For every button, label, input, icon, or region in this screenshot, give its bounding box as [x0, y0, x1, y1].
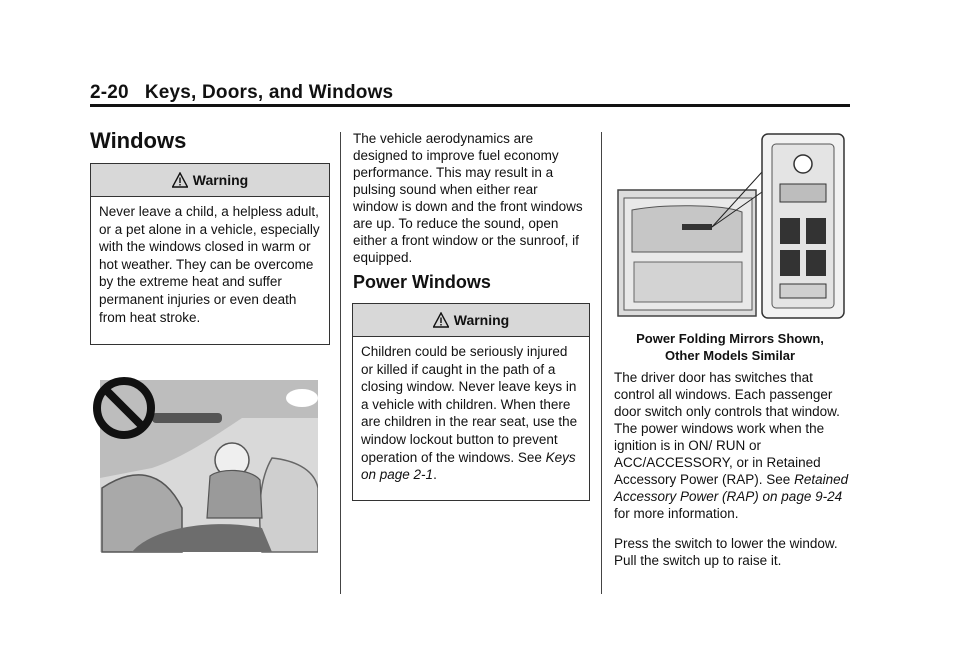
figure-caption	[610, 330, 850, 364]
child-in-car-illustration	[92, 368, 318, 554]
warning-text	[353, 337, 589, 490]
paragraph-text: The driver door has switches that control all windows. Each passenger door switch only controls that window. The power windows work when the ignition is in ON/ RUN or ACC/ACCESSORY, or in Retained Accessory Power (RAP). See	[614, 370, 840, 487]
paragraph-end: for more information.	[614, 506, 739, 521]
warning-title: Warning	[453, 312, 510, 328]
rap-reference-link[interactable]: Retained Accessory Power (RAP) on page 9-24	[614, 472, 849, 504]
windows-warning-box	[90, 163, 330, 345]
warning-icon	[433, 312, 449, 328]
warning-icon	[172, 172, 188, 188]
section-title: Keys, Doors, and Windows	[144, 82, 394, 103]
page-header	[90, 82, 393, 104]
power-windows-heading: Power Windows	[353, 272, 491, 292]
power-windows-warning-box	[352, 303, 590, 501]
keys-reference-link[interactable]: Keys on page 2-1	[361, 449, 576, 483]
aerodynamics-paragraph: The vehicle aerodynamics are designed to improve fuel economy performance. This may result in a pulsing sound when either rear window is down and the front windows are up. To reduce the sound, open either a front window or the sunroof, if equipped.	[353, 131, 583, 265]
press-switch-paragraph: Press the switch to lower the window. Pull the switch up to raise it.	[614, 536, 838, 568]
warning-title: Warning	[192, 172, 249, 188]
header-rule	[90, 104, 850, 107]
column-divider-1	[340, 132, 341, 594]
warning-header	[91, 164, 329, 197]
caption-line-1: Power Folding Mirrors Shown,	[636, 331, 824, 346]
caption-line-2: Other Models Similar	[664, 348, 796, 363]
warning-body: Children could be seriously injured or killed if caught in the path of a closing window. Never leave keys in a vehicle with children. When there are children in the rear seat, use the window lockout button to prevent operation of the windows. See	[361, 344, 578, 465]
driver-switch-paragraph	[614, 369, 854, 522]
page-number: 2-20	[90, 82, 129, 103]
windows-heading: Windows	[90, 128, 187, 153]
warning-period: .	[433, 467, 437, 483]
warning-text: Never leave a child, a helpless adult, or a pet alone in a vehicle, especially with the windows closed in warm or hot weather. They can be overcome by the extreme heat and suffer permanent injuries or even death from heat stroke.	[99, 204, 320, 325]
door-switch-panel-illustration	[612, 132, 848, 320]
warning-header	[353, 304, 589, 337]
column-divider-2	[601, 132, 602, 594]
